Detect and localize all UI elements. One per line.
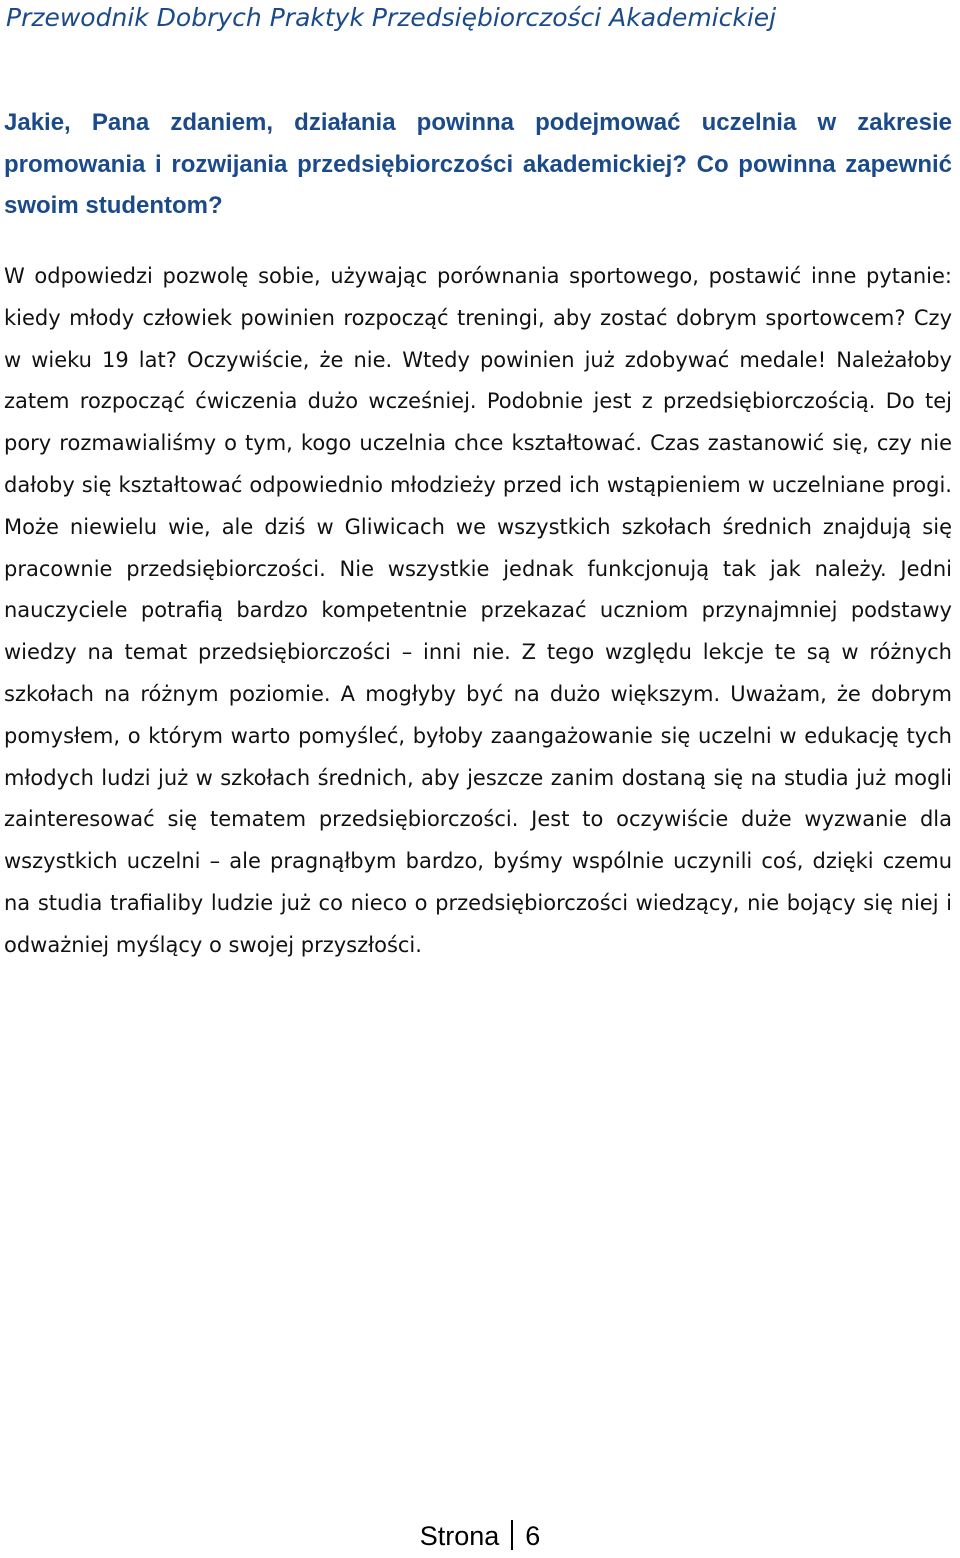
interview-question: Jakie, Pana zdaniem, działania powinna podejmować uczelnia w zakresie promowania i rozwijania przedsiębiorczości akademickiej? Co powinna zapewnić swoim studentom? (4, 109, 952, 219)
page-footer (0, 1516, 960, 1556)
page-header-title: Przewodnik Dobrych Praktyk Przedsiębiorczości Akademickiej (6, 3, 777, 32)
page-label: Strona (419, 1521, 500, 1551)
page-separator (511, 1520, 513, 1550)
interview-answer: W odpowiedzi pozwolę sobie, używając porównania sportowego, postawić inne pytanie: kiedy młody człowiek powinien rozpocząć treningi, aby zostać dobrym sportowcem? Czy w wieku 19 lat? Oczywiście, że nie. Wtedy powinien już zdobywać medale! Należałoby zatem rozpocząć ćwiczenia dużo wcześniej. Podobnie jest z przedsiębiorczością. Do tej pory rozmawialiśmy o tym, kogo uczelnia chce kształtować. Czas zastanowić się, czy nie dałoby się kształtować odpowiednio młodzieży przed ich wstąpieniem w uczelniane progi. Może niewielu wie, ale dziś w Gliwicach we wszystkich szkołach średnich znajdują się pracownie przedsiębiorczości. Nie wszystkie jednak funkcjonują tak jak należy. Jedni nauczyciele potrafią bardzo kompetentnie przekazać uczniom przynajmniej podstawy wiedzy na temat przedsiębiorczości – inni nie. Z tego względu lekcje te są w różnych szkołach na różnym poziomie. A mogłyby być na dużo większym. Uważam, że dobrym pomysłem, o którym warto pomyśleć, byłoby zaangażowanie się uczelni w edukację tych młodych ludzi już w szkołach średnich, aby jeszcze zanim dostaną się na studia już mogli zainteresować się tematem przedsiębiorczości. Jest to oczywiście duże wyzwanie dla wszystkich uczelni – ale pragnąłbym bardzo, byśmy wspólnie uczynili coś, dzięki czemu na studia trafialiby ludzie już co nieco o przedsiębiorczości wiedzący, nie bojący się niej i odważniej myślący o swojej przyszłości. (4, 264, 952, 957)
page-number: 6 (525, 1521, 541, 1551)
